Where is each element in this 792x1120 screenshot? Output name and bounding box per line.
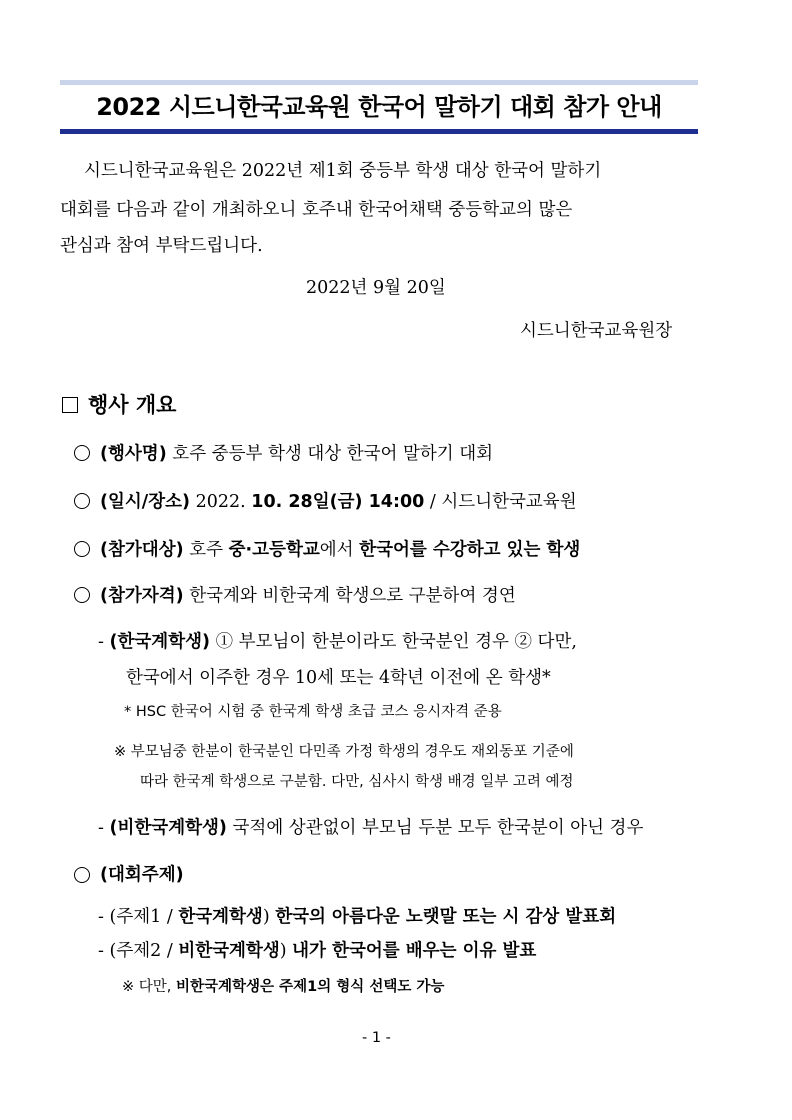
event-text: 호주 중등부 학생 대상 한국어 말하기 대회: [172, 444, 494, 464]
section-title: 행사 개요: [88, 393, 177, 417]
korean-label: (한국계학생): [109, 632, 211, 652]
nonkorean-student-line: - (비한국계학생) 국적에 상관없이 부모님 두분 모두 한국분이 아닌 경우: [98, 818, 644, 838]
intro-line-2: 대회를 다음과 같이 개최하오니 호주내 한국어채택 중등학교의 많은: [60, 200, 573, 220]
korean-line-1-text: ① 부모님이 한분이라도 한국분인 경우 ② 다만,: [215, 632, 577, 652]
title-banner: [60, 80, 698, 134]
korean-student-line-1: - (한국계학생) ① 부모님이 한분이라도 한국분인 경우 ② 다만,: [98, 632, 577, 652]
theme2-text: 내가 한국어를 배우는 이유 발표: [292, 941, 537, 961]
item-datetime: [100, 488, 577, 513]
target-pre: 호주: [189, 540, 224, 560]
item-target: [100, 536, 580, 561]
theme1-text: 한국의 아름다운 노랫말 또는 시 감상 발표회: [275, 907, 617, 927]
multi-note-line-2: 따라 한국계 학생으로 구분함. 다만, 심사시 학생 배경 일부 고려 예정: [140, 774, 574, 790]
datetime-date: 10. 28일(금) 14:00: [251, 492, 425, 512]
theme-note: [122, 975, 444, 996]
theme1-pre: (주제1 /: [109, 907, 173, 927]
nonkorean-text: 국적에 상관없이 부모님 두분 모두 한국분이 아닌 경우: [232, 818, 644, 838]
target-mid: 에서: [319, 540, 354, 560]
intro-line-1: 시드니한국교육원은 2022년 제1회 중등부 학생 대상 한국어 말하기: [84, 161, 602, 181]
section-box-icon: [62, 397, 78, 413]
theme-1: - (주제1 / 한국계학생) 한국의 아름다운 노랫말 또는 시 감상 발표회: [98, 907, 617, 927]
target-schools: 중·고등학교: [228, 540, 320, 560]
theme2-close: ): [279, 941, 287, 961]
theme2-pre: (주제2 /: [109, 941, 173, 961]
intro-line-3: 관심과 참여 부탁드립니다.: [60, 236, 263, 256]
theme-note-bold: 비한국계학생은 주제1의 형식 선택도 가능: [176, 979, 445, 995]
theme1-group: 한국계학생: [178, 907, 263, 927]
qual-label: (참가자격): [100, 586, 184, 606]
hsc-note: * HSC 한국어 시험 중 한국계 학생 초급 코스 응시자격 준용: [124, 704, 502, 720]
theme-note-pre: ※ 다만,: [122, 979, 172, 995]
event-label: (행사명): [100, 444, 167, 464]
item-qualification: [100, 582, 516, 607]
bullet-circle-icon: [74, 867, 90, 883]
theme1-close: ): [262, 907, 270, 927]
qual-text: 한국계와 비한국계 학생으로 구분하여 경연: [189, 586, 516, 606]
bullet-circle-icon: [74, 587, 90, 603]
theme-2: - (주제2 / 비한국계학생) 내가 한국어를 배우는 이유 발표: [98, 941, 537, 961]
datetime-label: (일시/장소): [100, 492, 191, 512]
page-number: - 1 -: [362, 1030, 391, 1046]
bullet-circle-icon: [74, 445, 90, 461]
theme-label: (대회주제): [100, 865, 184, 885]
notice-date: 2022년 9월 20일: [306, 278, 446, 298]
target-students: 한국어를 수강하고 있는 학생: [359, 540, 581, 560]
datetime-place: / 시드니한국교육원: [429, 492, 577, 512]
bullet-circle-icon: [74, 541, 90, 557]
multi-note-line-1: ※ 부모님중 한분이 한국분인 다민족 가정 학생의 경우도 재외동포 기준에: [114, 744, 574, 760]
korean-student-line-2: 한국에서 이주한 경우 10세 또는 4학년 이전에 온 학생*: [126, 668, 551, 688]
bullet-circle-icon: [74, 493, 90, 509]
theme2-group: 비한국계학생: [178, 941, 280, 961]
item-event: [100, 440, 493, 465]
target-label: (참가대상): [100, 540, 184, 560]
datetime-year: 2022.: [195, 492, 246, 512]
nonkorean-label: (비한국계학생): [109, 818, 227, 838]
title-bottom-rule: [60, 129, 698, 134]
signer: 시드니한국교육원장: [520, 321, 673, 341]
page-title: 2022 시드니한국교육원 한국어 말하기 대회 참가 안내: [96, 93, 662, 121]
